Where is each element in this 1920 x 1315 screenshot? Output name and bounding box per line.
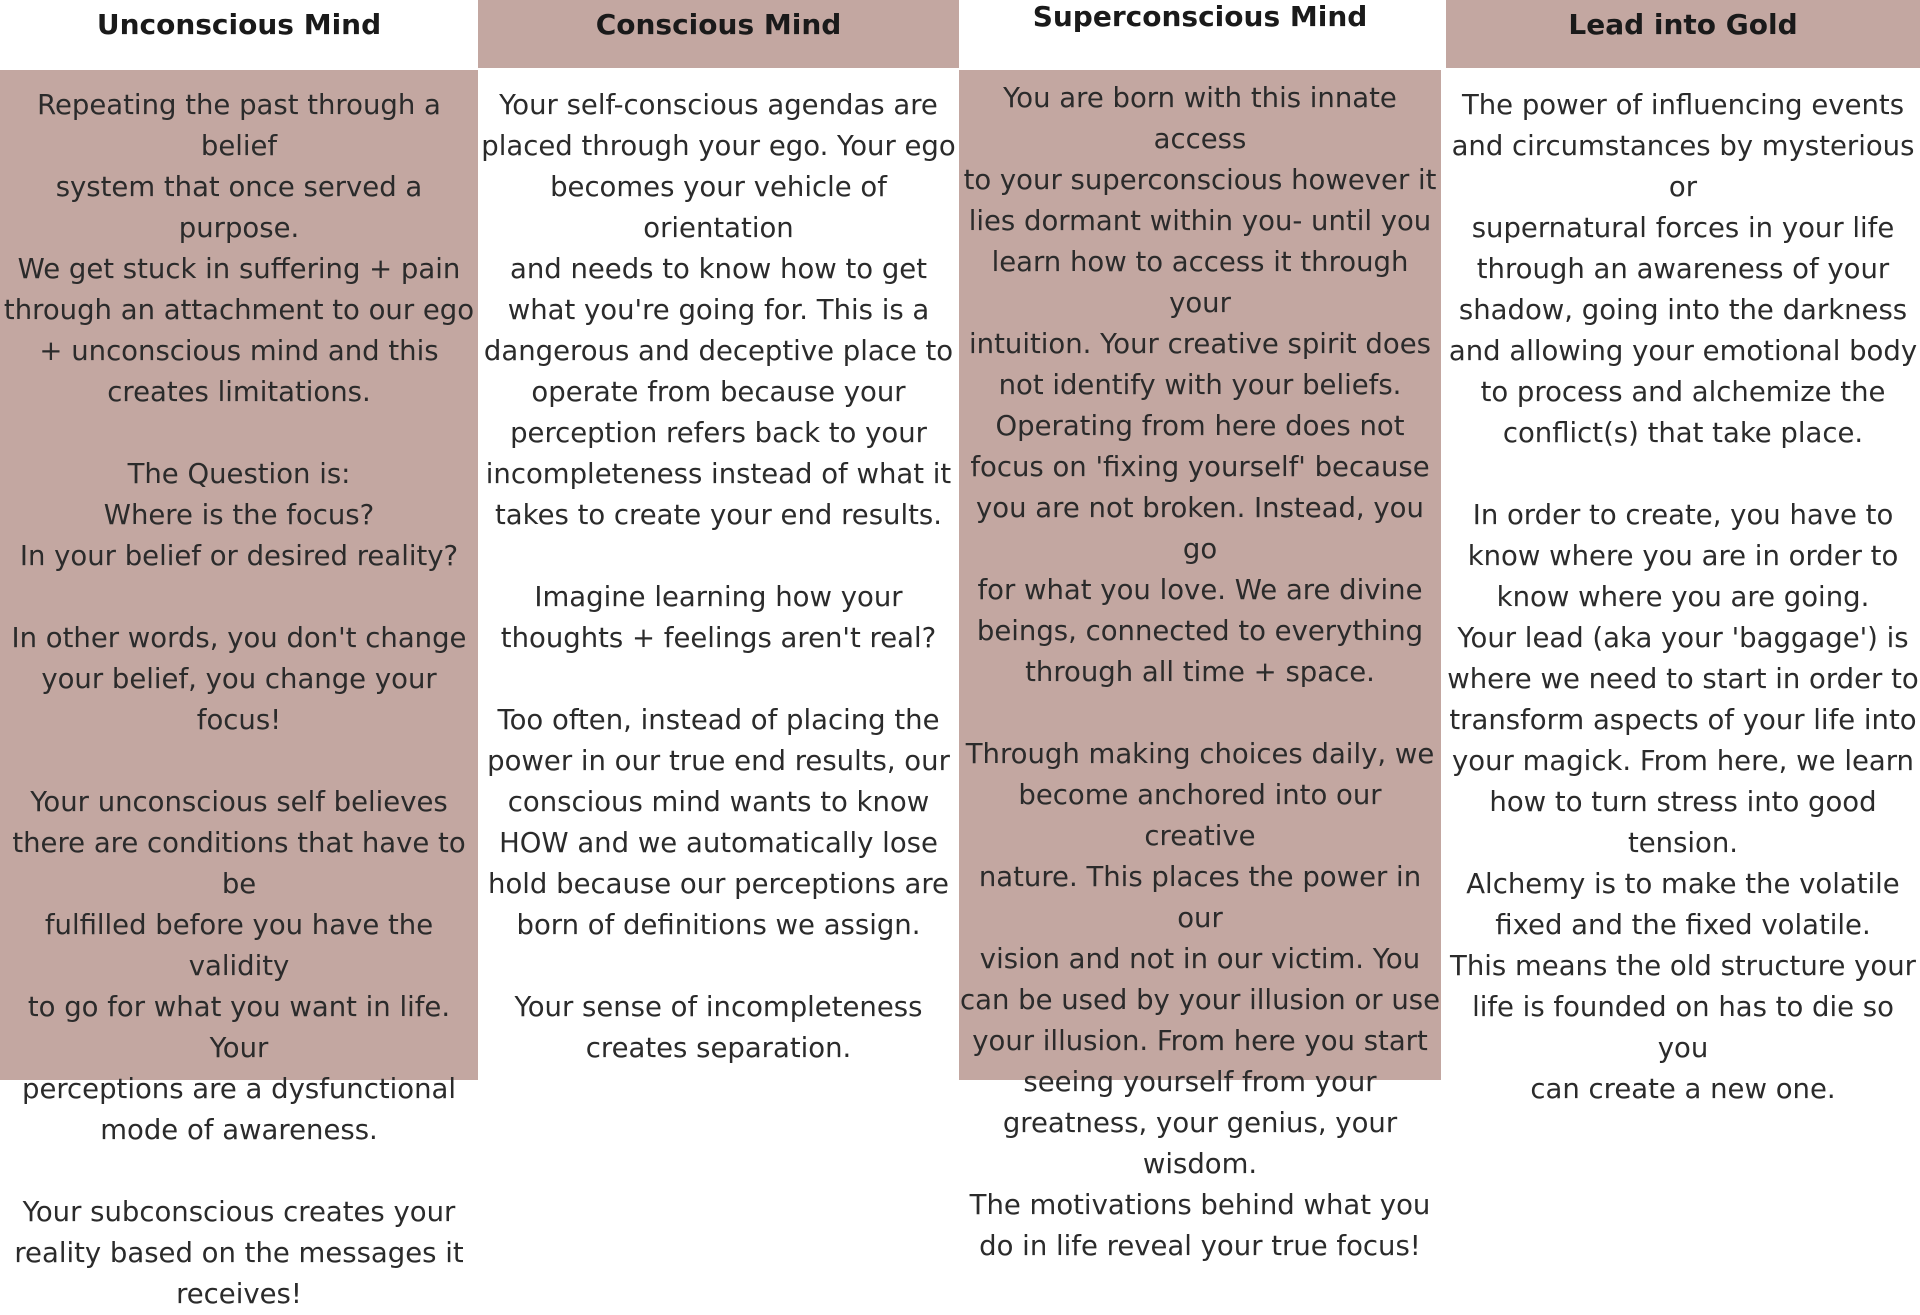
column-heading: Unconscious Mind [96,8,382,41]
column-heading: Superconscious Mind [1032,0,1368,33]
column-heading: Conscious Mind [478,0,959,68]
column-text: You are born with this innate access to your superconscious however it lies dormant within you- until you learn how to access it through your intuition. Your creative spirit does not identify with your beliefs. Operating from here does not focus on 'fixing yourself' because you are not broken. Instead, you go for what you love. We are divine beings, connected to everything through all time + space. Through making choices daily, we become anchored into our creative nature. This places the power in our vision and not in our victim. You can be used by your illusion or use your illusion. From here you start seeing yourself from your greatness, your genius, your wisdom. The motivations behind what you do in life reveal your true focus! [959,70,1441,1080]
column-text: Repeating the past through a belief system that once served a purpose. We get stuck in suffering + pain through an attachment to our ego + unconscious mind and this creates limitations. The Question is: Where is the focus? In your belief or desired reality? In other words, you don't change your belief, you change your focus! Your unconscious self believes there are conditions that have to be fulfilled before you have the validity to go for what you want in life. Your perceptions are a dysfunctional mode of awareness. Your subconscious creates your reality based on the messages it receives! [0,70,478,1080]
column-text: Your self-conscious agendas are placed through your ego. Your ego becomes your vehicle of orientation and needs to know how to get what you're going for. This is a dangerous and deceptive place to operate from because your perception refers back to your incompleteness instead of what it takes to create your end results. Imagine learning how your thoughts + feelings aren't real? Too often, instead of placing the power in our true end results, our conscious mind wants to know HOW and we automatically lose hold because our perceptions are born of definitions we assign. Your sense of incompleteness creates separation. [481,89,956,1064]
column-lead-into-gold [1446,0,1920,1105]
column-heading: Lead into Gold [1446,0,1920,68]
column-unconscious-mind [0,0,478,1310]
column-text: The power of influencing events and circumstances by mysterious or supernatural forces in your life through an awareness of your shadow, going into the darkness and allowing your emotional body to process and alchemize the conflict(s) that take place. In order to create, you have to know where you are in order to know where you are going. Your lead (aka your 'baggage') is where we need to start in order to transform aspects of your life into your magick. From here, we learn how to turn stress into good tension. Alchemy is to make the volatile fixed and the fixed volatile. This means the old structure your life is founded on has to die so you can create a new one. [1447,89,1919,1105]
column-conscious-mind [478,0,959,1080]
column-superconscious-mind [959,0,1441,1262]
